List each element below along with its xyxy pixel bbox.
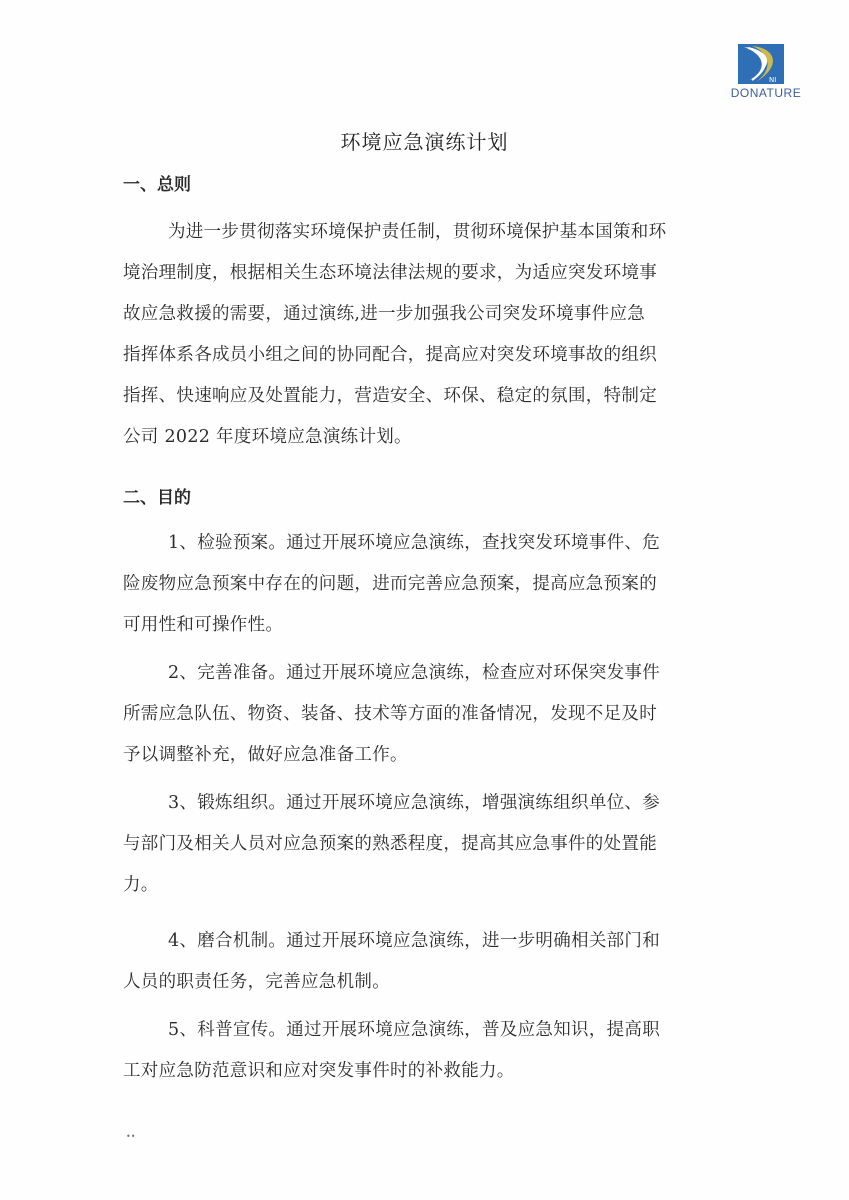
text-line: 人员的职责任务，完善应急机制。 bbox=[123, 972, 390, 992]
svg-text:NI: NI bbox=[769, 76, 777, 84]
paragraph-purpose-1 bbox=[123, 523, 723, 646]
text-line: 工对应急防范意识和应对突发事件时的补救能力。 bbox=[123, 1061, 515, 1081]
paragraph-purpose-3 bbox=[123, 783, 723, 906]
text-line: 所需应急队伍、物资、装备、技术等方面的准备情况，发现不足及时 bbox=[123, 704, 657, 724]
text-line: 境治理制度，根据相关生态环境法律法规的要求，为适应突发环境事 bbox=[123, 263, 657, 283]
paragraph-purpose-4 bbox=[123, 921, 723, 1003]
text-line: 可用性和可操作性。 bbox=[123, 615, 284, 635]
text-line: 予以调整补充，做好应急准备工作。 bbox=[123, 745, 408, 765]
text-line: 2、完善准备。通过开展环境应急演练，检查应对环保突发事件 bbox=[168, 663, 661, 683]
donature-logo-icon bbox=[738, 44, 784, 84]
paragraph-purpose-2 bbox=[123, 653, 723, 776]
paragraph-general bbox=[123, 212, 723, 458]
text-line: 3、锻炼组织。通过开展环境应急演练，增强演练组织单位、参 bbox=[168, 793, 661, 813]
text-line: 4、磨合机制。通过开展环境应急演练，进一步明确相关部门和 bbox=[168, 931, 661, 951]
scan-artifact-mark: •• bbox=[126, 1132, 136, 1141]
text-line: 1、检验预案。通过开展环境应急演练，查找突发环境事件、危 bbox=[168, 533, 661, 553]
brand-name: DONATURE bbox=[730, 86, 802, 100]
text-line: 为进一步贯彻落实环境保护责任制，贯彻环境保护基本国策和环 bbox=[168, 222, 667, 242]
paragraph-purpose-5 bbox=[123, 1010, 723, 1092]
text-line: 与部门及相关人员对应急预案的熟悉程度，提高其应急事件的处置能 bbox=[123, 834, 657, 854]
text-line: 5、科普宣传。通过开展环境应急演练，普及应急知识，提高职 bbox=[168, 1020, 661, 1040]
section-heading-general: 一、总则 bbox=[123, 175, 191, 195]
text-line: 指挥体系各成员小组之间的协同配合，提高应对突发环境事故的组织 bbox=[123, 345, 657, 365]
document-title: 环境应急演练计划 bbox=[340, 130, 509, 154]
text-line: 力。 bbox=[123, 875, 159, 895]
text-line: 公司 2022 年度环境应急演练计划。 bbox=[123, 427, 412, 447]
text-line: 险废物应急预案中存在的问题，进而完善应急预案，提高应急预案的 bbox=[123, 574, 657, 594]
text-line: 故应急救援的需要，通过演练,进一步加强我公司突发环境事件应急 bbox=[123, 304, 646, 324]
text-line: 指挥、快速响应及处置能力，营造安全、环保、稳定的氛围，特制定 bbox=[123, 386, 657, 406]
company-logo bbox=[724, 44, 808, 106]
section-heading-purpose: 二、目的 bbox=[123, 488, 191, 508]
